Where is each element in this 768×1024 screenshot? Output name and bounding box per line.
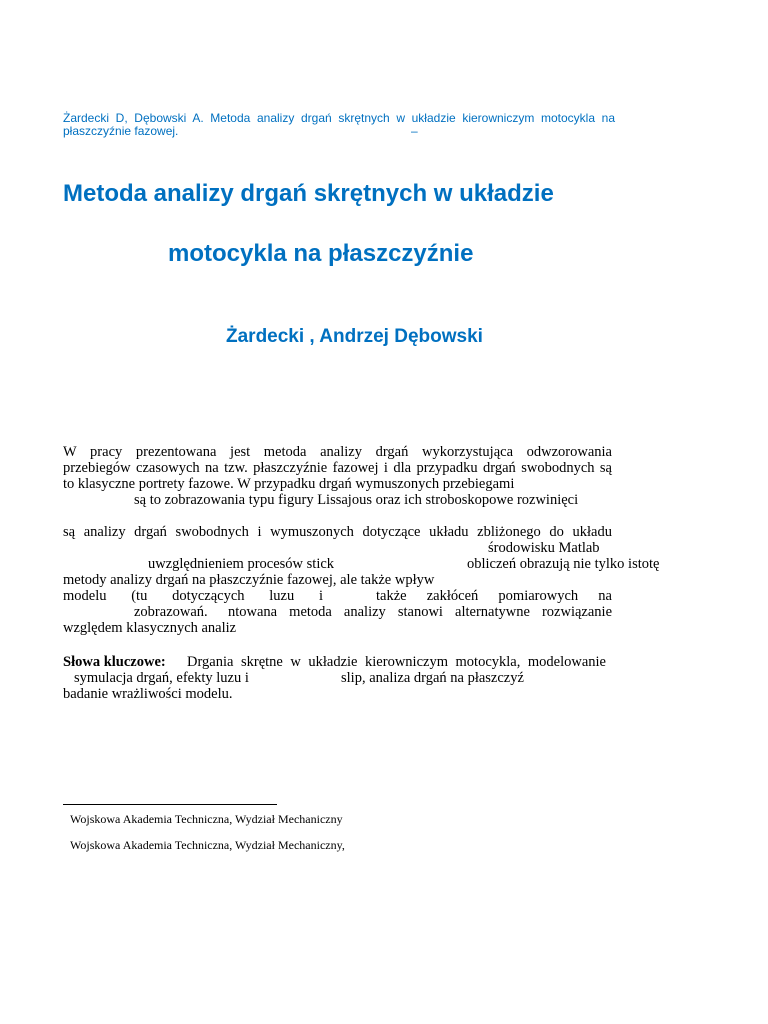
keywords-line: symulacja drgań, efekty luzu i: [74, 670, 249, 686]
abstract-line: modelu (tu dotyczących luzu i: [63, 588, 323, 604]
keywords-line: Drgania skrętne w układzie kierowniczym motocykla, modelowanie: [187, 654, 606, 670]
footnote: Wojskowa Akademia Techniczna, Wydział Mechaniczny: [70, 812, 343, 826]
footnote: Wojskowa Akademia Techniczna, Wydział Mechaniczny,: [70, 838, 345, 852]
abstract-line: W pracy prezentowana jest metoda analizy drgań wykorzystująca odwzorowania: [63, 444, 612, 460]
title-line-2: motocykla na płaszczyźnie: [168, 240, 474, 267]
citation-line-1: Żardecki D, Dębowski A. Metoda analizy drgań skrętnych w układzie kierowniczym motocykla na: [63, 111, 615, 125]
abstract-line: przebiegów czasowych na tzw. płaszczyźnie fazowej i dla przypadku drgań swobodnych są: [63, 460, 612, 476]
abstract-line: to klasyczne portrety fazowe. W przypadku drgań wymuszonych przebiegami: [63, 476, 515, 492]
abstract-line: są analizy drgań swobodnych i wymuszonych dotyczące układu zbliżonego do układu: [63, 524, 612, 540]
abstract-line: ntowana metoda analizy stanowi alternatywne rozwiązanie: [228, 604, 612, 620]
title-line-1: Metoda analizy drgań skrętnych w układzie: [63, 180, 554, 207]
keywords-label: Słowa kluczowe:: [63, 654, 166, 670]
authors: Żardecki , Andrzej Dębowski: [226, 326, 483, 347]
abstract-line: są to zobrazowania typu figury Lissajous oraz ich stroboskopowe rozwinięci: [134, 492, 579, 508]
abstract-line: uwzględnieniem procesów stick: [148, 556, 335, 572]
keywords-line: badanie wrażliwości modelu.: [63, 686, 233, 702]
abstract-line: obliczeń obrazują nie tylko istotę: [467, 556, 660, 572]
abstract-line: względem klasycznych analiz: [63, 620, 237, 636]
keywords-line: slip, analiza drgań na płaszczyź: [341, 670, 524, 686]
citation-dash: –: [411, 124, 418, 138]
abstract-line: środowisku Matlab: [488, 540, 600, 556]
abstract-line: zobrazowań.: [134, 604, 208, 620]
citation-line-2: płaszczyźnie fazowej.: [63, 124, 179, 138]
footnote-separator: [63, 804, 277, 805]
abstract-line: metody analizy drgań na płaszczyźnie fazowej, ale także wpływ: [63, 572, 435, 588]
abstract-line: także zakłóceń pomiarowych na: [376, 588, 612, 604]
